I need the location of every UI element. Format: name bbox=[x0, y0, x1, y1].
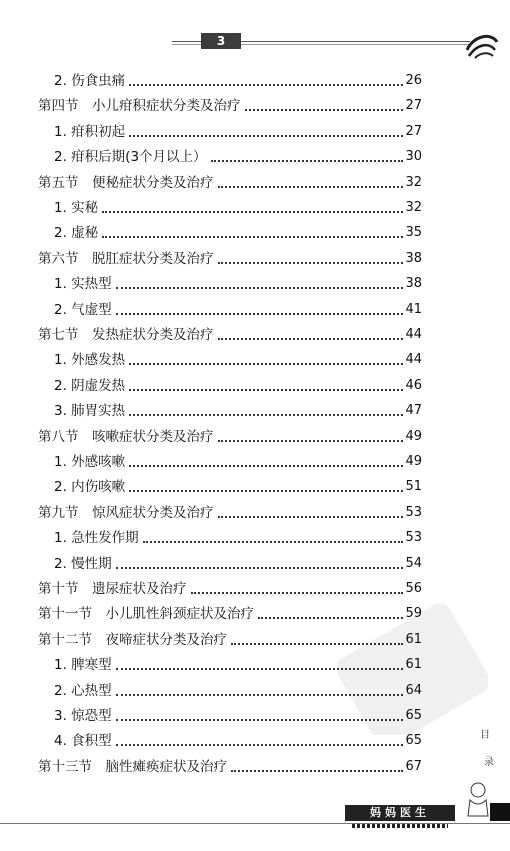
toc-item-row bbox=[54, 474, 422, 496]
toc-entry-page: 30 bbox=[405, 149, 422, 164]
toc-entry-title: 第十一节 小儿肌性斜颈症状及治疗 bbox=[38, 606, 254, 622]
toc-entry-title: 第十节 遗尿症状及治疗 bbox=[38, 581, 187, 597]
toc-entry-page: 51 bbox=[405, 479, 422, 494]
toc-leader-dots bbox=[191, 591, 404, 594]
toc-entry-title: 1. 疳积初起 bbox=[54, 124, 126, 140]
toc-entry-page: 49 bbox=[405, 454, 422, 469]
toc-entry-page: 38 bbox=[405, 276, 422, 291]
toc-leader-dots bbox=[116, 667, 404, 670]
toc-item-row bbox=[54, 525, 422, 547]
toc-entry-page: 64 bbox=[405, 683, 422, 698]
toc-leader-dots bbox=[129, 464, 403, 467]
toc-entry-page: 56 bbox=[405, 581, 422, 596]
side-label-mu: 目 bbox=[480, 730, 490, 741]
toc-item-row bbox=[54, 398, 422, 420]
toc-item-row bbox=[54, 144, 422, 166]
toc-leader-dots bbox=[143, 540, 404, 543]
toc-entry-title: 4. 食积型 bbox=[54, 733, 112, 749]
toc-leader-dots bbox=[231, 642, 403, 645]
toc-leader-dots bbox=[129, 134, 403, 137]
toc-leader-dots bbox=[116, 312, 404, 315]
toc-item-row bbox=[54, 373, 422, 395]
toc-entry-page: 27 bbox=[405, 124, 422, 139]
toc-section-row bbox=[38, 322, 422, 344]
toc-leader-dots bbox=[245, 108, 404, 111]
toc-leader-dots bbox=[129, 83, 403, 86]
toc-item-row bbox=[54, 652, 422, 674]
side-label-lu: 录 bbox=[484, 757, 494, 768]
toc-entry-title: 1. 外感发热 bbox=[54, 352, 126, 368]
toc-leader-dots bbox=[218, 439, 404, 442]
toc-leader-dots bbox=[218, 515, 404, 518]
toc-entry-page: 65 bbox=[405, 708, 422, 723]
toc-entry-page: 32 bbox=[405, 200, 422, 215]
toc-section-row bbox=[38, 754, 422, 776]
toc-entry-page: 59 bbox=[405, 606, 422, 621]
toc-leader-dots bbox=[129, 413, 403, 416]
toc-entry-title: 第九节 惊风症状分类及治疗 bbox=[38, 505, 214, 521]
toc-entry-title: 2. 气虚型 bbox=[54, 302, 112, 318]
toc-leader-dots bbox=[129, 388, 403, 391]
toc-leader-dots bbox=[116, 743, 404, 746]
toc-entry-title: 3. 惊恐型 bbox=[54, 708, 112, 724]
toc-entry-title: 2. 疳积后期(3个月以上） bbox=[54, 149, 207, 165]
toc-entry-page: 26 bbox=[405, 73, 422, 88]
toc-entry-page: 49 bbox=[405, 429, 422, 444]
toc-leader-dots bbox=[116, 566, 404, 569]
swirl-ornament-icon bbox=[463, 28, 501, 62]
toc-entry-page: 32 bbox=[405, 175, 422, 190]
toc-entry-title: 第十二节 夜啼症状分类及治疗 bbox=[38, 632, 227, 648]
toc-entry-page: 41 bbox=[405, 302, 422, 317]
toc-section-row bbox=[38, 170, 422, 192]
toc-leader-dots bbox=[211, 159, 404, 162]
toc-section-row bbox=[38, 246, 422, 268]
toc-entry-title: 第五节 便秘症状分类及治疗 bbox=[38, 175, 214, 191]
toc-leader-dots bbox=[129, 362, 403, 365]
toc-leader-dots bbox=[102, 235, 403, 238]
toc-entry-page: 61 bbox=[405, 657, 422, 672]
toc-entry-page: 54 bbox=[405, 556, 422, 571]
toc-entry-title: 1. 外感咳嗽 bbox=[54, 454, 126, 470]
toc-entry-title: 2. 慢性期 bbox=[54, 556, 112, 572]
toc-item-row bbox=[54, 68, 422, 90]
toc-section-row bbox=[38, 93, 422, 115]
toc-entry-page: 46 bbox=[405, 378, 422, 393]
footer-corner-block bbox=[490, 803, 510, 821]
page-number-badge: 3 bbox=[201, 33, 241, 49]
toc-entry-title: 1. 脾寒型 bbox=[54, 657, 112, 673]
toc-item-row bbox=[54, 119, 422, 141]
footer-stripe bbox=[352, 824, 448, 828]
toc-entry-title: 1. 急性发作期 bbox=[54, 530, 139, 546]
toc-entry-page: 53 bbox=[405, 530, 422, 545]
toc-section-row bbox=[38, 601, 422, 623]
toc-item-row bbox=[54, 271, 422, 293]
toc-entry-page: 44 bbox=[405, 327, 422, 342]
toc-item-row bbox=[54, 449, 422, 471]
toc-entry-page: 35 bbox=[405, 225, 422, 240]
toc-entry-page: 67 bbox=[405, 759, 422, 774]
footer-rule bbox=[0, 823, 510, 824]
toc-entry-title: 2. 内伤咳嗽 bbox=[54, 479, 126, 495]
toc-entry-page: 53 bbox=[405, 505, 422, 520]
toc-leader-dots bbox=[258, 616, 403, 619]
toc-entry-title: 第七节 发热症状分类及治疗 bbox=[38, 327, 214, 343]
toc-leader-dots bbox=[218, 261, 404, 264]
toc-item-row bbox=[54, 678, 422, 700]
toc-entry-title: 第八节 咳嗽症状分类及治疗 bbox=[38, 429, 214, 445]
toc-entry-title: 第四节 小儿疳积症状分类及治疗 bbox=[38, 98, 241, 114]
toc-entry-title: 2. 心热型 bbox=[54, 683, 112, 699]
toc-leader-dots bbox=[218, 337, 404, 340]
toc-section-row bbox=[38, 576, 422, 598]
toc-entry-title: 2. 阴虚发热 bbox=[54, 378, 126, 394]
toc-item-row bbox=[54, 220, 422, 242]
toc-item-row bbox=[54, 347, 422, 369]
toc-item-row bbox=[54, 728, 422, 750]
toc-section-row bbox=[38, 500, 422, 522]
toc-entry-page: 27 bbox=[405, 98, 422, 113]
toc-section-row bbox=[38, 424, 422, 446]
toc-entry-page: 47 bbox=[405, 403, 422, 418]
toc-leader-dots bbox=[116, 693, 404, 696]
toc-entry-page: 44 bbox=[405, 352, 422, 367]
toc-leader-dots bbox=[116, 718, 404, 721]
toc-entry-page: 65 bbox=[405, 733, 422, 748]
toc-entry-title: 1. 实秘 bbox=[54, 200, 99, 216]
toc-entry-title: 第十三节 脑性瘫痪症状及治疗 bbox=[38, 759, 227, 775]
cartoon-doodle-icon bbox=[460, 780, 492, 820]
toc-item-row bbox=[54, 551, 422, 573]
toc-item-row bbox=[54, 297, 422, 319]
toc-entry-title: 2. 虚秘 bbox=[54, 225, 99, 241]
toc-leader-dots bbox=[116, 286, 404, 289]
toc-entry-page: 61 bbox=[405, 632, 422, 647]
footer-brand-bar: 妈妈医生 bbox=[345, 805, 455, 821]
toc-leader-dots bbox=[218, 185, 404, 188]
toc-item-row bbox=[54, 195, 422, 217]
toc-leader-dots bbox=[231, 769, 403, 772]
toc-entry-page: 38 bbox=[405, 251, 422, 266]
toc-leader-dots bbox=[129, 489, 403, 492]
toc-section-row bbox=[38, 627, 422, 649]
toc-entry-title: 2. 伤食虫痛 bbox=[54, 73, 126, 89]
toc-entry-title: 第六节 脱肛症状分类及治疗 bbox=[38, 251, 214, 267]
toc-entry-title: 3. 肺胃实热 bbox=[54, 403, 126, 419]
toc-item-row bbox=[54, 703, 422, 725]
toc-leader-dots bbox=[102, 210, 403, 213]
toc-entry-title: 1. 实热型 bbox=[54, 276, 112, 292]
